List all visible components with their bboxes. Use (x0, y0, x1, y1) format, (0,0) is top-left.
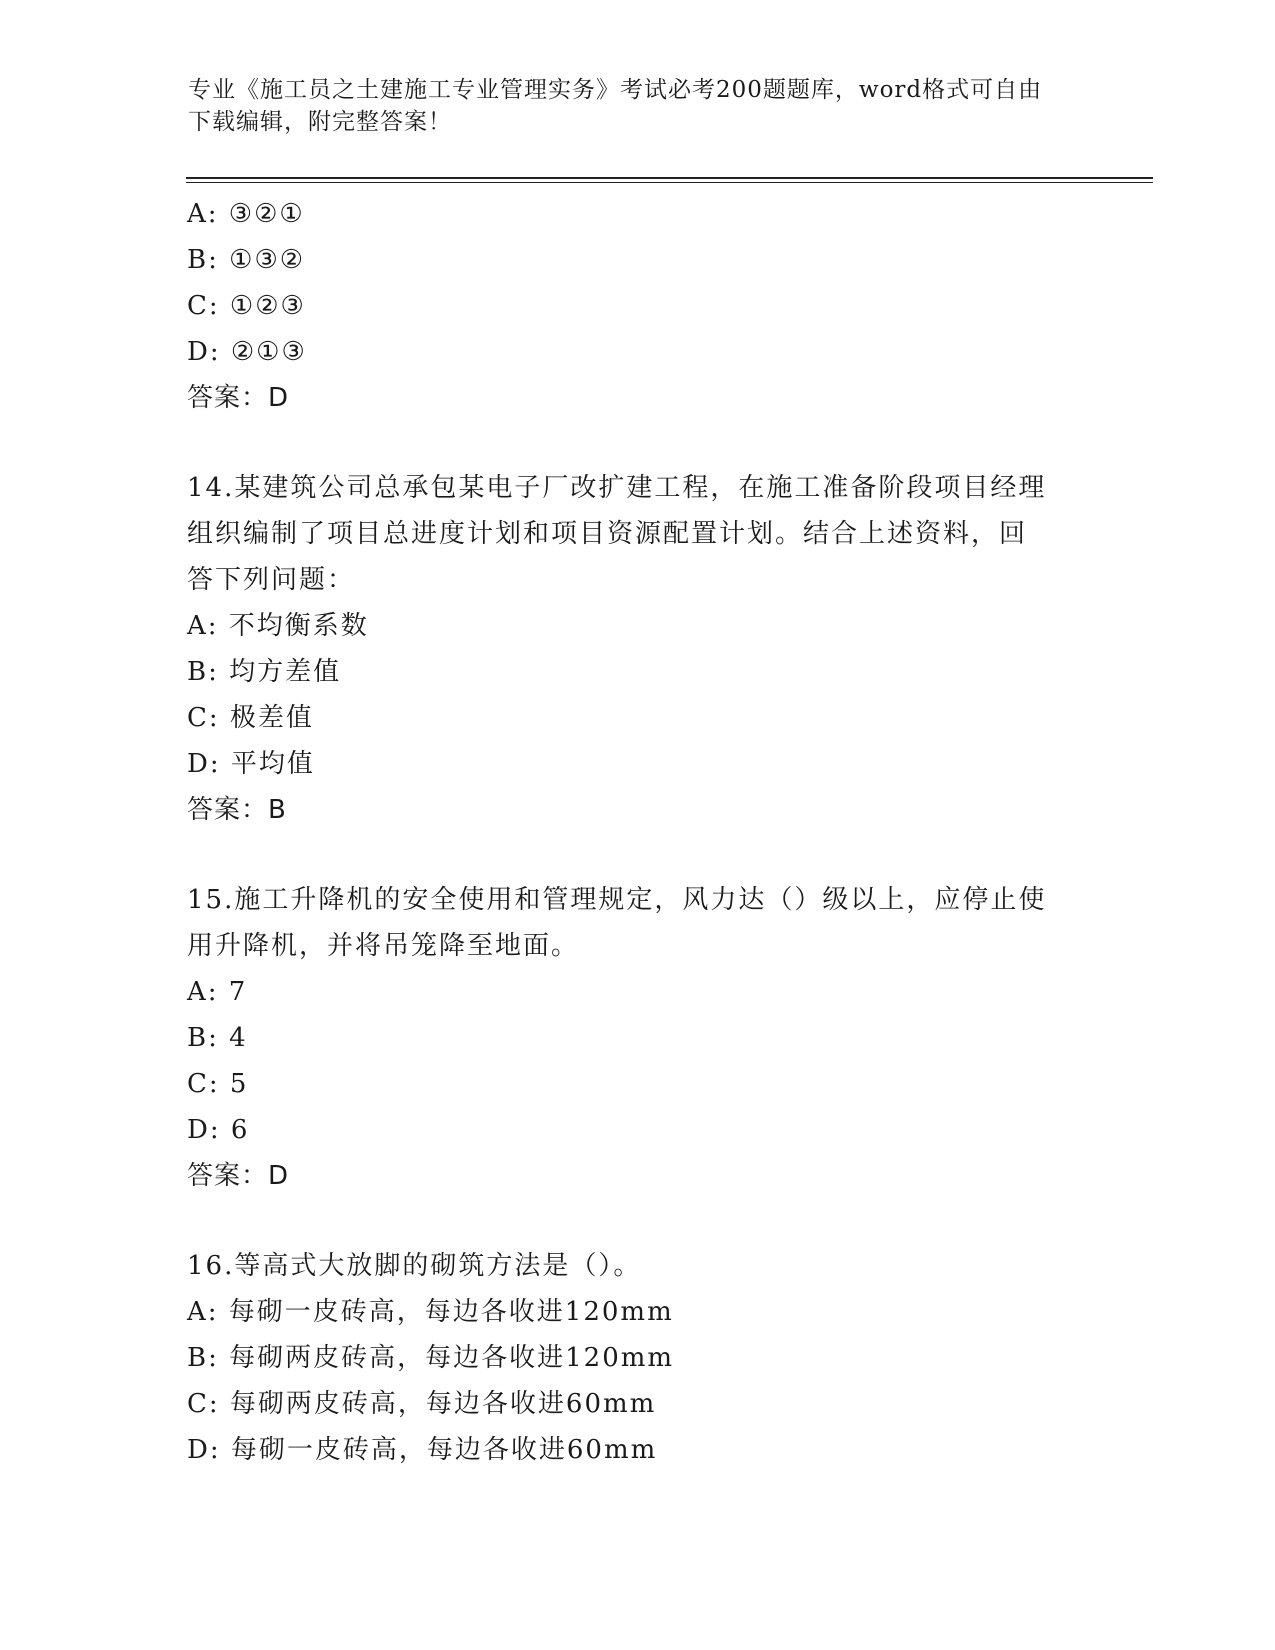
header-line-2: 下载编辑，附完整答案！ (188, 109, 452, 135)
answer-line: 答案：D (187, 383, 290, 413)
option-b: B: 4 (187, 1023, 248, 1053)
option-c: C: 5 (187, 1069, 249, 1099)
spacer (187, 1199, 1087, 1243)
option-a: A: ③②① (187, 199, 305, 229)
header-divider-thick (186, 177, 1153, 179)
question-text: 组织编制了项目总进度计划和项目资源配置计划。结合上述资料，回 (187, 519, 1028, 549)
option-a: A: 不均衡系数 (187, 611, 369, 641)
question-text: 15.施工升降机的安全使用和管理规定，风力达（）级以上，应停止使 (187, 885, 1047, 915)
option-a: A: 7 (187, 977, 248, 1007)
option-d: D: 每砌一皮砖高，每边各收进60mm (187, 1435, 658, 1465)
spacer (187, 833, 1087, 877)
document-header (188, 74, 1088, 138)
question-text: 用升降机，并将吊笼降至地面。 (187, 931, 580, 961)
option-d: D: 平均值 (187, 749, 315, 779)
option-c: C: 每砌两皮砖高，每边各收进60mm (187, 1389, 657, 1419)
question-text: 14.某建筑公司总承包某电子厂改扩建工程，在施工准备阶段项目经理 (187, 473, 1047, 503)
question-text: 答下列问题： (187, 565, 356, 595)
option-d: D: ②①③ (187, 337, 307, 367)
answer-line: 答案：B (187, 795, 287, 825)
option-c: C: 极差值 (187, 703, 314, 733)
question-13 (187, 191, 1087, 421)
question-list (187, 191, 1087, 1473)
option-a: A: 每砌一皮砖高，每边各收进120mm (187, 1297, 674, 1327)
option-b: B: 均方差值 (187, 657, 342, 687)
option-d: D: 6 (187, 1115, 250, 1145)
question-16 (187, 1243, 1087, 1473)
question-text: 16.等高式大放脚的砌筑方法是（）。 (187, 1251, 642, 1281)
option-b: B: 每砌两皮砖高，每边各收进120mm (187, 1343, 675, 1373)
answer-line: 答案：D (187, 1161, 290, 1191)
option-c: C: ①②③ (187, 291, 306, 321)
spacer (187, 421, 1087, 465)
question-15 (187, 877, 1087, 1199)
header-line-1: 专业《施工员之土建施工专业管理实务》考试必考200题题库，word格式可自由 (188, 77, 1043, 103)
option-b: B: ①③② (187, 245, 306, 275)
header-divider-thin (186, 182, 1153, 183)
question-14 (187, 465, 1087, 833)
